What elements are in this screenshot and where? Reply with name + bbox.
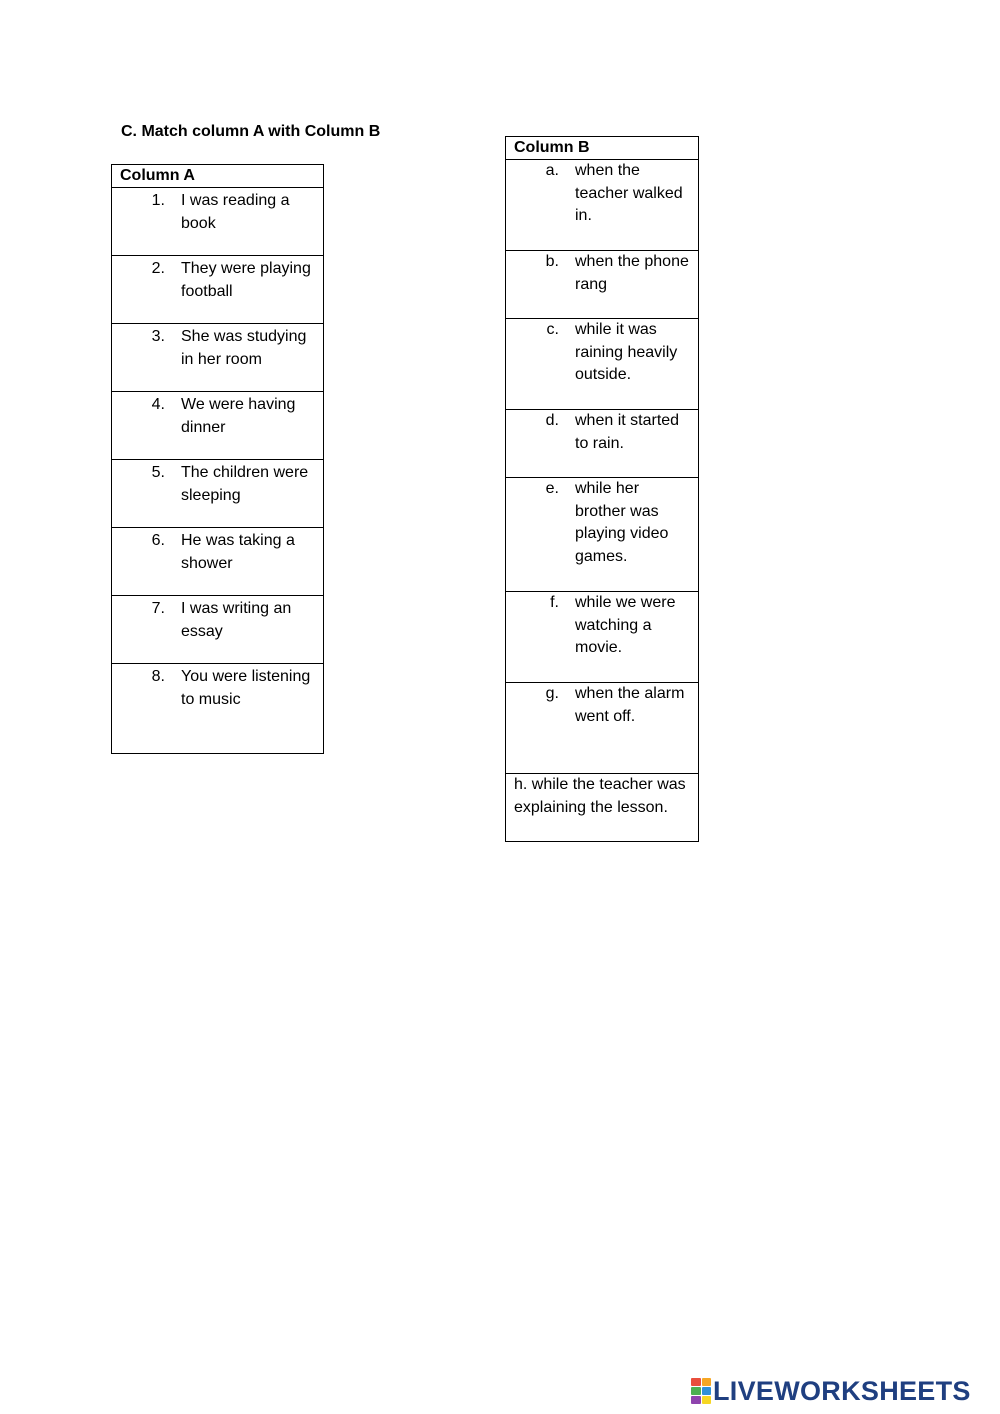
- column-a-row: [112, 596, 324, 664]
- item-text: I was reading a book: [181, 192, 290, 232]
- column-b-row: [506, 160, 699, 251]
- item-letter: c.: [546, 321, 559, 338]
- liveworksheets-logo: [691, 1376, 971, 1406]
- item-text: when it started to rain.: [575, 412, 680, 452]
- item-number: 1.: [151, 192, 165, 209]
- item-text: She was studying in her room: [181, 328, 307, 368]
- item-text: They were playing football: [181, 260, 311, 300]
- logo-text: LIVEWORKSHEETS: [713, 1375, 971, 1406]
- column-b-row: [506, 592, 699, 683]
- item-text: The children were sleeping: [181, 464, 309, 504]
- column-b-row: [506, 683, 699, 774]
- item-number: 4.: [151, 396, 165, 413]
- item-text: We were having dinner: [181, 396, 296, 436]
- item-number: 3.: [151, 328, 165, 345]
- column-a-row: [112, 188, 324, 256]
- item-text: I was writing an essay: [181, 600, 292, 640]
- item-text: while we were watching a movie.: [575, 594, 676, 656]
- column-b-header: Column B: [506, 137, 699, 160]
- item-number: 5.: [151, 464, 165, 481]
- column-a-table: [111, 164, 324, 754]
- column-b-row: [506, 319, 699, 410]
- item-number: 6.: [151, 532, 165, 549]
- item-letter: d.: [545, 412, 559, 429]
- column-b-row: [506, 478, 699, 592]
- item-letter: b.: [545, 253, 559, 270]
- item-text: h. while the teacher was explaining the lesson.: [514, 776, 686, 816]
- item-text: while it was raining heavily outside.: [575, 321, 678, 383]
- column-b-row: [506, 410, 699, 478]
- item-text: while her brother was playing video games.: [575, 480, 669, 565]
- column-b-table: [505, 136, 699, 842]
- item-text: when the teacher walked in.: [575, 162, 683, 224]
- item-number: 2.: [151, 260, 165, 277]
- item-letter: a.: [545, 162, 559, 179]
- item-number: 8.: [151, 668, 165, 685]
- item-text: when the alarm went off.: [575, 685, 685, 725]
- item-letter: f.: [550, 594, 559, 611]
- liveworksheets-logo-icon: [691, 1378, 711, 1404]
- item-text: when the phone rang: [575, 253, 689, 293]
- item-letter: g.: [545, 685, 559, 702]
- column-b-row: [506, 251, 699, 319]
- item-text: He was taking a shower: [181, 532, 295, 572]
- column-a-header: Column A: [112, 165, 324, 188]
- column-a-row: [112, 460, 324, 528]
- column-b-row: [506, 774, 699, 842]
- item-letter: e.: [545, 480, 559, 497]
- item-text: You were listening to music: [181, 668, 311, 708]
- column-a-row: [112, 528, 324, 596]
- column-a-row: [112, 324, 324, 392]
- column-a-row: [112, 664, 324, 754]
- column-a-row: [112, 392, 324, 460]
- item-number: 7.: [151, 600, 165, 617]
- column-a-row: [112, 256, 324, 324]
- exercise-title: C. Match column A with Column B: [121, 123, 381, 140]
